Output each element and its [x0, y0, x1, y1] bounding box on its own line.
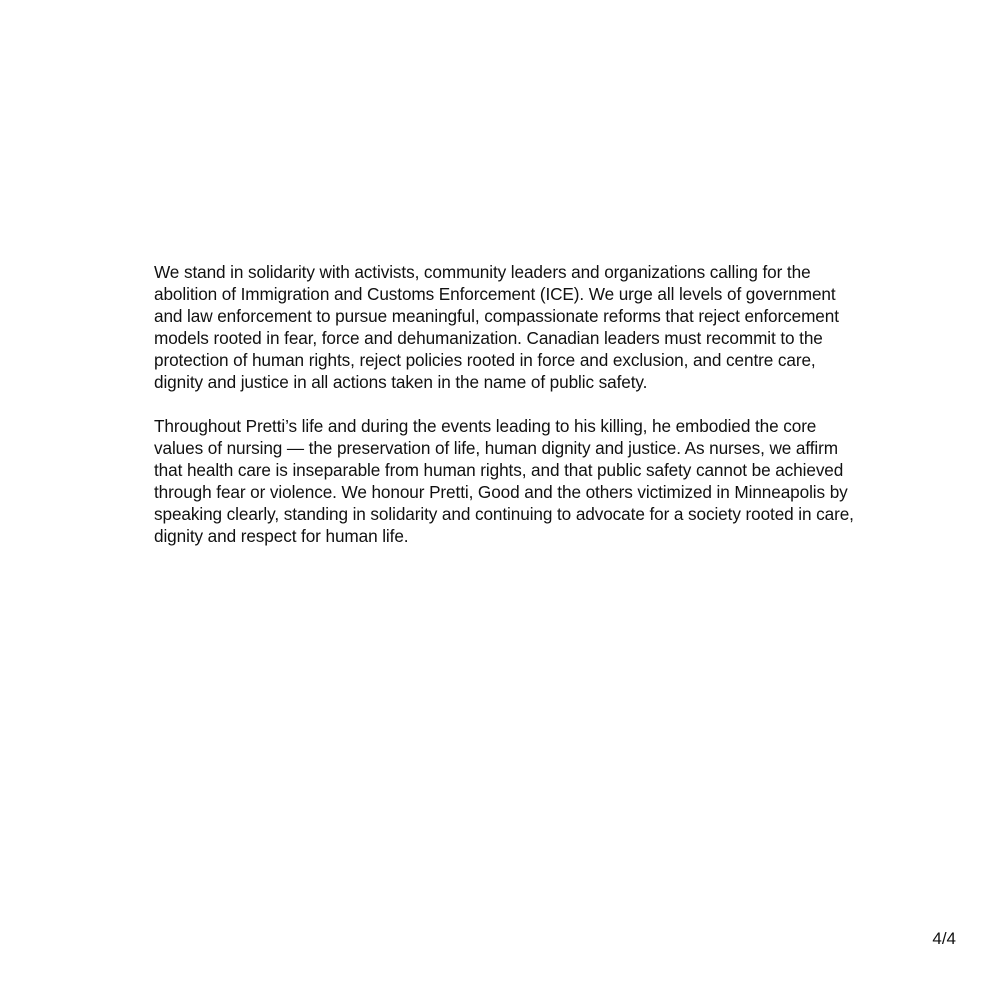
paragraph-nursing-values: Throughout Pretti’s life and during the events leading to his killing, he embodied the core values of nursing — the preservation of life, human dignity and justice. As nurses, we affirm that health care is inseparable from human rights, and that public safety cannot be achieved through fear or violence. We honour Pretti, Good and the others victimized in Minneapolis by speaking clearly, standing in solidarity and continuing to advocate for a society rooted in care, dignity and respect for human life. — [154, 416, 854, 546]
document-body — [154, 261, 854, 569]
page-number: 4/4 — [932, 929, 956, 948]
paragraph-solidarity: We stand in solidarity with activists, community leaders and organizations calling for the abolition of Immigration and Customs Enforcement (ICE). We urge all levels of government and law enforcement to pursue meaningful, compassionate reforms that reject enforcement models rooted in fear, force and dehumanization. Canadian leaders must recommit to the protection of human rights, reject policies rooted in force and exclusion, and centre care, dignity and justice in all actions taken in the name of public safety. — [154, 262, 839, 392]
